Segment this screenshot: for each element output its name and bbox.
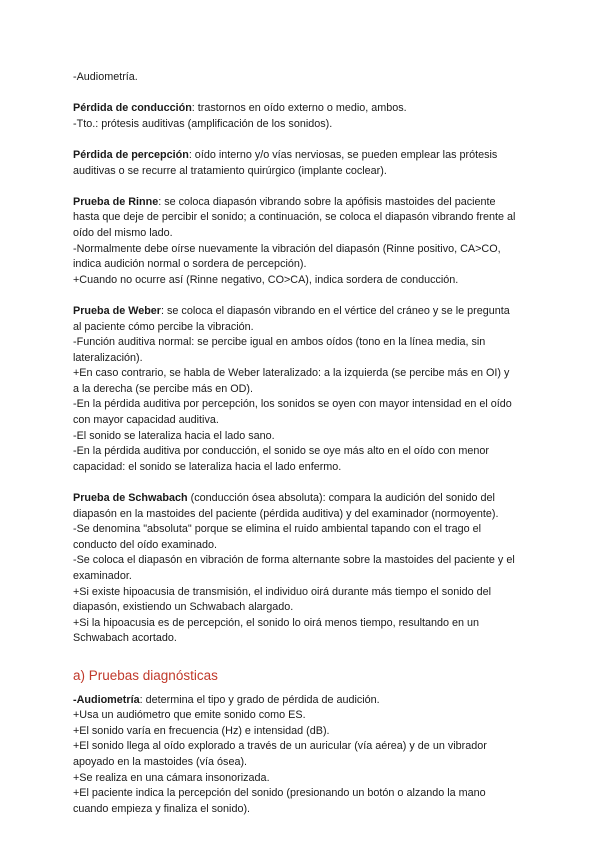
conduccion-paragraph: Pérdida de conducción: trastornos en oído externo o medio, ambos.	[73, 102, 407, 115]
weber-title: Prueba de Weber	[73, 304, 162, 317]
percepcion-paragraph: Pérdida de percepción: oído interno y/o vías nerviosas, se pueden emplear las prótesis	[73, 148, 498, 161]
section-heading: a) Pruebas diagnósticas	[73, 667, 218, 683]
conduccion-tto: -Tto.: prótesis auditivas (amplificación de los sonidos).	[73, 117, 333, 130]
rinne-title: Prueba de Rinne	[73, 195, 159, 208]
rinne-paragraph: Prueba de Rinne: se coloca diapasón vibrando sobre la apófisis mastoides del paciente	[73, 195, 496, 208]
schwabach-paragraph: Prueba de Schwabach (conducción ósea absoluta): compara la audición del sonido del	[73, 492, 495, 505]
schwabach-title: Prueba de Schwabach	[73, 492, 188, 505]
document-page: -Audiometría. Pérdida de conducción: trastornos en oído externo o medio, ambos. -Tto.: prótesis auditivas (amplificación de los sonidos). Pérdida de percepción: oído interno y/o vías nerviosas, se pueden emplear las prótesis auditivas o se recurre al tratamiento quirúrgico (implante coclear). Prueba de Rinne: se coloca diapasón vibrando sobre la apófisis mastoides del paciente hasta que deje de percibir el sonido; a continuación, se coloca el diapasón vibrando frente al oído del mismo lado. -Normalmente debe oírse nuevamente la vibración del diapasón (Rinne positivo, CA>CO, indica audición normal o sordera de percepción). +Cuando no ocurre así (Rinne negativo, CO>CA), indica sordera de conducción. Prueba de Weber: se coloca el diapasón vibrando en el vértice del cráneo y se le pregunta al paciente cómo percibe la vibración. -Función auditiva normal: se percibe igual en ambos oídos (tono en la línea media, sin lateralización). +En caso contrario, se habla de Weber lateralizado: a la izquierda (se percibe más en OI) y a la derecha (se percibe más en OD). -En la pérdida auditiva por percepción, los sonidos se oyen con mayor intensidad en el oído con mayor capacidad auditiva. -El sonido se lateraliza hacia el lado sano. -En la pérdida auditiva por conducción, el sonido se oye más alto en el oído con menor capacidad: el sonido se lateraliza hacia el lado enfermo. Prueba de Schwabach (conducción ósea absoluta): compara la audición del sonido del diapasón en la mastoides del paciente (pérdida auditiva) y del examinador (normoyente). -Se denomina "absoluta" porque se elimina el ruido ambiental tapando con el trago el conducto del oído examinado. -Se coloca el diapasón en vibración de forma alternante sobre la mastoides del paciente y el examinador. +Si existe hipoacusia de transmisión, el individuo oirá durante más tiempo el sonido del diapasón, existiendo un Schwabach alargado. +Si la hipoacusia es de percepción, el sonido lo oirá menos tiempo, resultando en un Schwabach acortado. a) Pruebas diagnósticas -Audiometría: determina el tipo y grado de pérdida de audición. +Usa un audiómetro que emite sonido como ES. +El sonido varía en frecuencia (Hz) e intensidad (dB). +El sonido llega al oído explorado a través de un auricular (vía aérea) y de un vibrador apoyado en la mastoides (vía ósea). +Se realiza en una cámara insonorizada. +El paciente indica la percepción del sonido (presionando un botón o alzando la mano cuando empieza y finaliza el sonido).	[0, 0, 600, 848]
percepcion-title: Pérdida de percepción	[73, 148, 189, 161]
audiometria-title: -Audiometría	[73, 693, 140, 706]
audiometria-paragraph: -Audiometría: determina el tipo y grado de pérdida de audición.	[73, 693, 380, 706]
conduccion-title: Pérdida de conducción	[73, 102, 192, 115]
intro-line: -Audiometría.	[73, 71, 138, 83]
weber-paragraph: Prueba de Weber: se coloca el diapasón vibrando en el vértice del cráneo y se le pregunta	[73, 304, 510, 317]
